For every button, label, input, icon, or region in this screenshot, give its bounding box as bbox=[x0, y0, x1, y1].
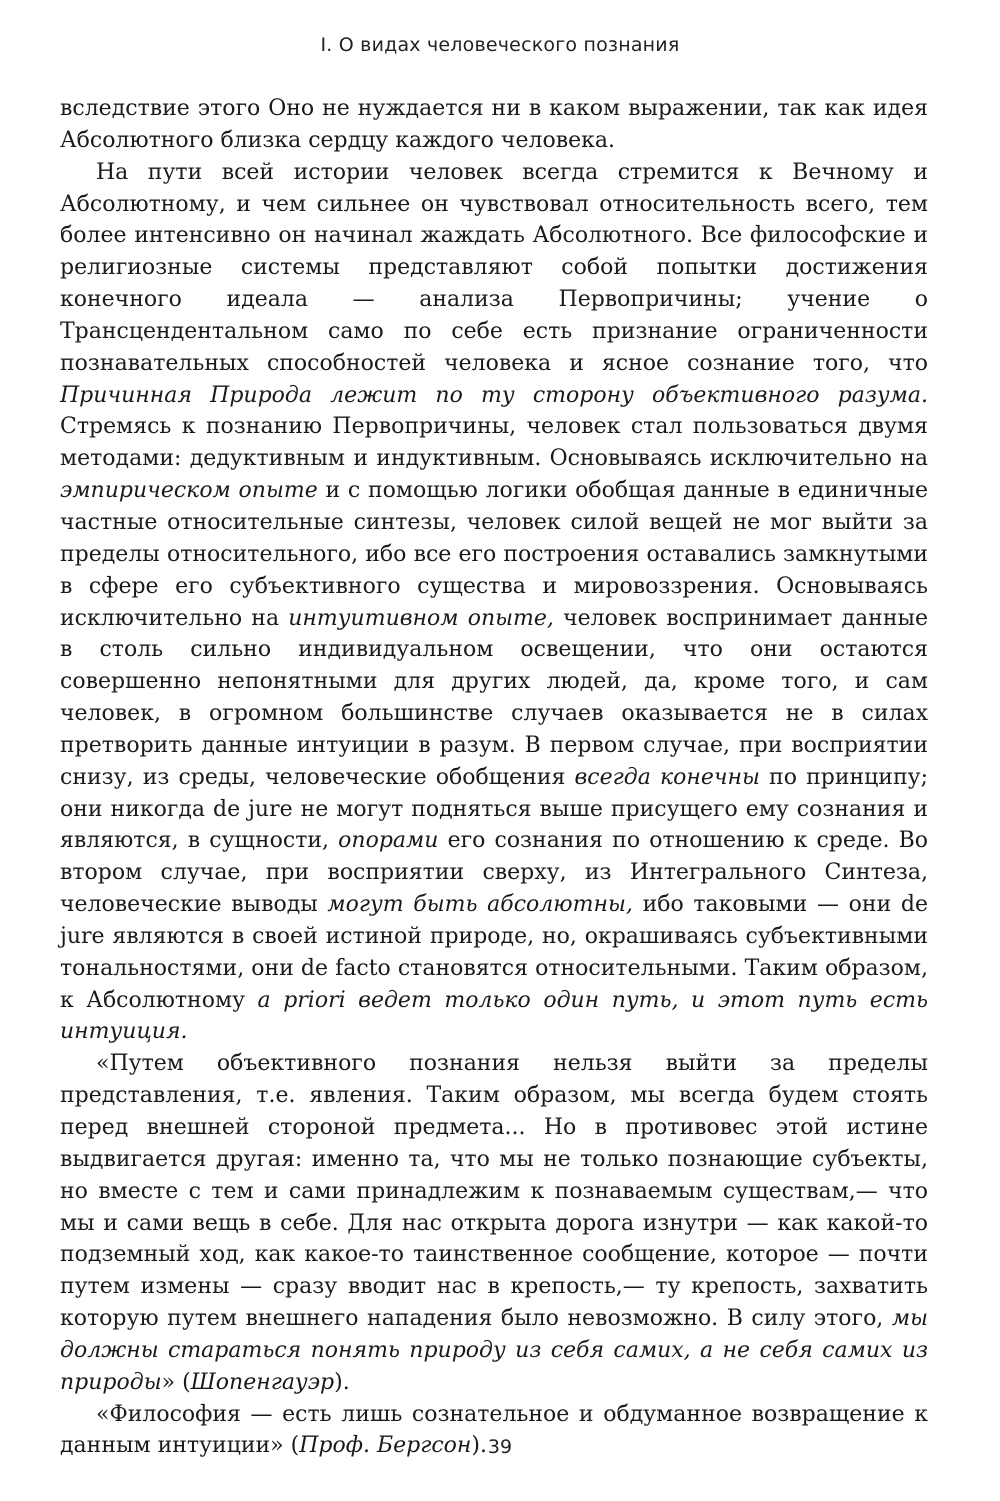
italic-run: опорами bbox=[338, 828, 439, 854]
text-run: «Путем объективного познания нельзя выйти за пределы представления, т.е. явления. Таким образом, мы всегда будем стоять перед внешней стороной предмета... Но в противовес этой истине выдвигается другая: именно та, что мы не только познающие субъекты, но вместе с тем и сами принадлежим к познаваемым существам,— что мы и сами вещь в себе. Для нас открыта дорога изнутри — как какой-то подземный ход, как какое-то таинственное сообщение, которое — почти путем измены — сразу вводит нас в крепость,— ту крепость, захватить которую путем внешнего нападения было невозможно. В силу этого, bbox=[60, 1051, 928, 1332]
text-run: и с помощью логики обобщая данные в единичные частные относительные синтезы, человек силой вещей не мог выйти за пределы относительного, ибо все его построения оставались замкнутыми в сфере его субъективного существа и мировоззрения. Основываясь исключительно на bbox=[60, 478, 928, 631]
text-run: ). bbox=[334, 1369, 350, 1395]
paragraph-1 bbox=[60, 93, 928, 157]
running-head: I. О видах человеческого познания bbox=[320, 34, 680, 56]
page-number: 39 bbox=[487, 1436, 513, 1458]
text-run: Стремясь к познанию Первопричины, человек стал пользоваться двумя методами: дедуктивным и индуктивным. Основываясь исключительно на bbox=[60, 414, 928, 472]
text-run: по принципу; они никогда de jure не могут подняться выше присущего ему сознания и являются, в сущности, bbox=[60, 764, 928, 854]
text-run: человек воспринимает данные в столь сильно индивидуальном освещении, что они остаются совершенно непонятными для других людей, да, кроме того, и сам человек, в огромном большинстве случаев оказывается не в силах претворить данные интуиции в разум. В первом случае, при восприятии снизу, из среды, человеческие обобщения bbox=[60, 605, 929, 790]
text-run: «Философия — есть лишь сознательное и обдуманное возвращение к данным интуиции» ( bbox=[60, 1401, 928, 1459]
text-run: На пути всей истории человек всегда стремится к Вечному и Абсолютному, и чем сильнее он чувствовал относительность всего, тем более интенсивно он начинал жаждать Абсолютного. Все философские и религиозные системы представляют собой попытки достижения конечного идеала — анализа Первопричины; учение о Трансцендентальном само по себе есть признание ограниченности познавательных способностей человека и ясное сознание того, что bbox=[60, 159, 928, 376]
text-run: ). bbox=[471, 1433, 487, 1459]
text-run: ибо таковыми — они de jure являются в своей истиной природе, но, окрашиваясь субъективными тональностями, они de facto становятся относительными. Таким образом, к Абсолютному bbox=[60, 892, 928, 1013]
italic-run: Проф. Бергсон bbox=[299, 1433, 472, 1459]
italic-run: эмпирическом опыте bbox=[60, 478, 318, 504]
italic-run: мы должны стараться понять природу из себя самих, а не себя самих из природы bbox=[60, 1306, 928, 1395]
text-run: его сознания по отношению к среде. Во втором случае, при восприятии сверху, из Интегрального Синтеза, человеческие выводы bbox=[60, 828, 928, 918]
paragraph-3 bbox=[60, 1048, 928, 1398]
text-run: вследствие этого Оно не нуждается ни в каком выражении, так как идея Абсолютного близка сердцу каждого человека. bbox=[60, 96, 928, 153]
italic-run: могут быть абсолютны, bbox=[327, 892, 633, 918]
italic-run: a priori ведет только один путь, и этот путь есть интуиция. bbox=[60, 987, 928, 1045]
text-run: » ( bbox=[161, 1369, 191, 1395]
italic-run: Причинная Природа лежит по ту сторону объективного разума. bbox=[60, 382, 928, 408]
italic-run: всегда конечны bbox=[574, 764, 760, 790]
paragraph-2 bbox=[60, 157, 928, 1049]
italic-run: интуитивном опыте, bbox=[288, 605, 554, 631]
body-text bbox=[60, 93, 928, 1462]
italic-run: Шопенгауэр bbox=[190, 1369, 335, 1395]
